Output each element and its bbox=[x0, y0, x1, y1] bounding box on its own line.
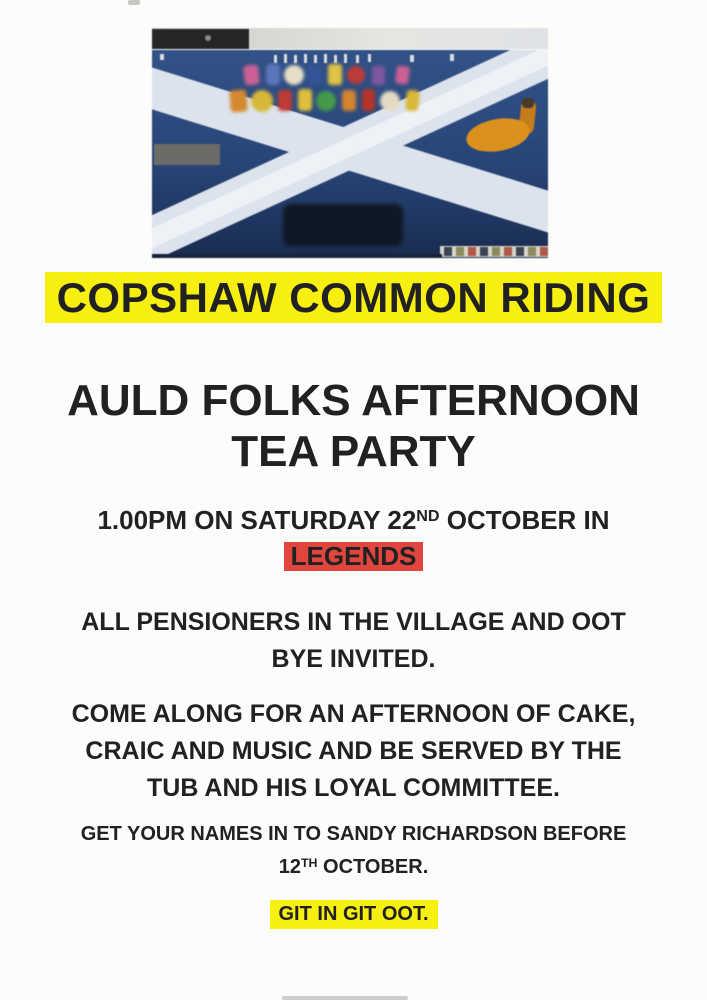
venue-label: LEGENDS bbox=[290, 541, 417, 571]
rsvp-date: 12 bbox=[278, 856, 301, 878]
rsvp-line1: GET YOUR NAMES IN TO SANDY RICHARDSON BEFORE bbox=[80, 823, 627, 845]
invite-line1: ALL PENSIONERS IN THE VILLAGE AND OOT bbox=[81, 608, 626, 636]
title-banner bbox=[45, 272, 663, 323]
event-title-line1: AULD FOLKS AFTERNOON bbox=[67, 376, 640, 425]
rsvp-date-suffix: OCTOBER. bbox=[317, 856, 429, 878]
datetime-prefix: 1.00PM ON SATURDAY 22 bbox=[97, 505, 417, 535]
saltire-flag-graphic bbox=[152, 28, 548, 258]
datetime-suffix: OCTOBER IN bbox=[439, 505, 610, 535]
description-line2: CRAIC AND MUSIC AND BE SERVED BY THE bbox=[85, 737, 622, 765]
rsvp-line2 bbox=[0, 851, 707, 886]
footer-row bbox=[0, 900, 707, 929]
scan-speck bbox=[128, 0, 140, 5]
saltire-flag-photo bbox=[152, 28, 548, 258]
event-datetime-text bbox=[97, 505, 609, 535]
event-title bbox=[0, 375, 707, 477]
scan-artifact bbox=[282, 996, 408, 1000]
title-banner-label: COPSHAW COMMON RIDING bbox=[56, 274, 651, 321]
venue-highlight bbox=[284, 542, 424, 571]
description-paragraph bbox=[0, 696, 707, 807]
rsvp-date-ordinal: TH bbox=[300, 856, 318, 871]
invite-line2: BYE INVITED. bbox=[271, 645, 436, 673]
event-datetime bbox=[0, 505, 707, 540]
event-title-line2: TEA PARTY bbox=[231, 427, 476, 476]
description-line1: COME ALONG FOR AN AFTERNOON OF CAKE, bbox=[71, 700, 636, 728]
footer-label: GIT IN GIT OOT. bbox=[278, 903, 429, 925]
description-line3: TUB AND HIS LOYAL COMMITTEE. bbox=[147, 774, 560, 802]
footer-highlight bbox=[270, 900, 438, 929]
rsvp-paragraph bbox=[0, 818, 707, 886]
title-banner-row bbox=[0, 272, 707, 323]
datetime-ordinal: ND bbox=[416, 507, 440, 526]
invite-paragraph bbox=[0, 604, 707, 678]
venue-row bbox=[0, 542, 707, 571]
